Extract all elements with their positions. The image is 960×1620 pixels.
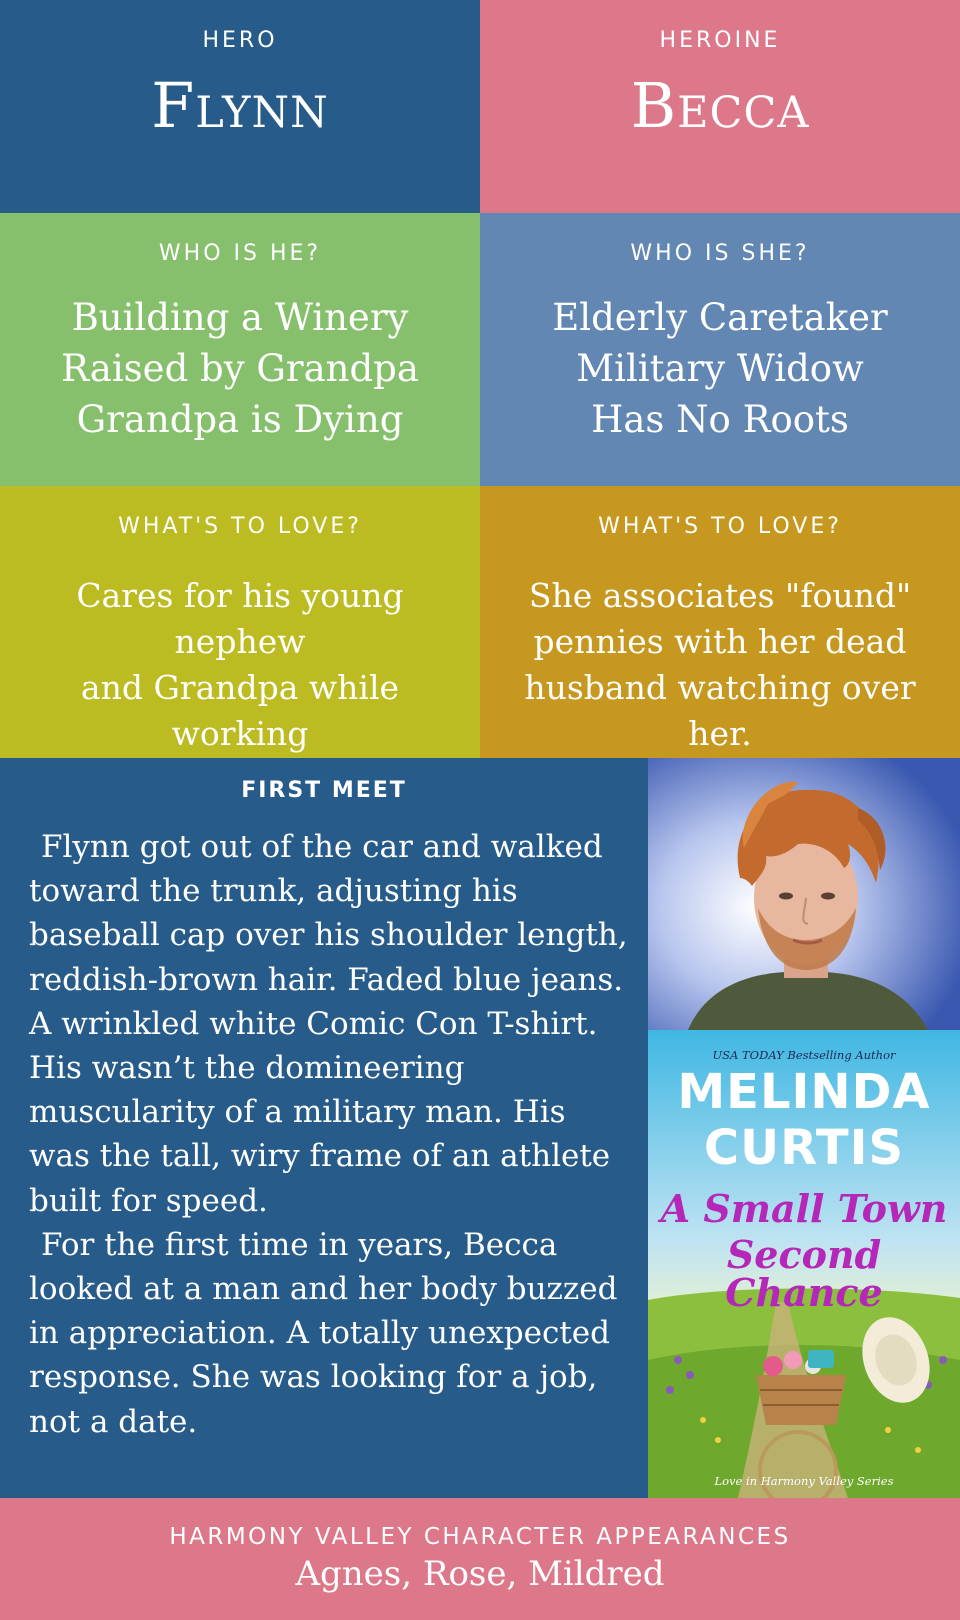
trait-line: Raised by Grandpa (61, 347, 419, 390)
who-is-she-traits (480, 292, 960, 445)
footer-label: HARMONY VALLEY CHARACTER APPEARANCES (169, 1524, 791, 1550)
whats-to-love-heroine-text (480, 573, 960, 757)
cover-author-last: CURTIS (703, 1120, 905, 1176)
cover-series: Love in Harmony Valley Series (714, 1474, 894, 1488)
heroine-label: HEROINE (659, 28, 781, 53)
hero-panel (0, 0, 480, 213)
excerpt-paragraph: For the first time in years, Becca looked at a man and her body buzzed in appreciation. A totally unexpected response. She was looking for a job, not a date. (29, 1226, 618, 1440)
who-is-she-panel (480, 213, 960, 486)
first-meet-excerpt (0, 803, 648, 1444)
trait-line: Military Widow (576, 347, 864, 390)
whats-to-love-hero-panel (0, 486, 480, 758)
love-line: Cares for his young nephew (76, 576, 404, 661)
footer-panel (0, 1498, 960, 1620)
love-line: She associates "found" (528, 576, 912, 615)
heroine-panel (480, 0, 960, 213)
trait-line: Elderly Caretaker (552, 296, 888, 339)
who-is-he-label: WHO IS HE? (158, 241, 322, 266)
cover-tagline: USA TODAY Bestselling Author (712, 1048, 896, 1062)
heroine-name: Becca (630, 69, 810, 142)
book-cover (648, 1030, 960, 1498)
whats-to-love-heroine-panel (480, 486, 960, 758)
hero-name: Flynn (151, 69, 329, 142)
hero-photo (648, 758, 960, 1030)
whats-to-love-label: WHAT'S TO LOVE? (598, 514, 842, 539)
footer-character-names: Agnes, Rose, Mildred (295, 1554, 665, 1594)
first-meet-label: FIRST MEET (241, 778, 407, 803)
trait-line: Building a Winery (71, 296, 409, 339)
who-is-he-traits (0, 292, 480, 445)
cover-title-line-2: Second Chance (725, 1232, 883, 1315)
first-meet-panel (0, 758, 648, 1498)
whats-to-love-label: WHAT'S TO LOVE? (118, 514, 362, 539)
trait-line: Has No Roots (591, 398, 849, 441)
hero-portrait-image (648, 758, 960, 1030)
who-is-he-panel (0, 213, 480, 486)
love-line: husband watching over her. (524, 668, 916, 753)
love-line: pennies with her dead (533, 622, 907, 661)
trait-line: Grandpa is Dying (76, 398, 404, 441)
hero-label: HERO (202, 28, 278, 53)
whats-to-love-hero-text (0, 573, 480, 758)
cover-author-first: MELINDA (677, 1064, 931, 1120)
who-is-she-label: WHO IS SHE? (630, 241, 810, 266)
cover-title-line-1: A Small Town (660, 1186, 948, 1231)
excerpt-paragraph: Flynn got out of the car and walked toward the trunk, adjusting his baseball cap over his shoulder length, reddish-brown hair. Faded blue jeans. A wrinkled white Comic Con T-shirt. His wasn’t the domineering muscularity of a military man. His was the tall, wiry frame of an athlete built for speed. (29, 829, 628, 1219)
love-line: and Grandpa while working (80, 668, 400, 753)
